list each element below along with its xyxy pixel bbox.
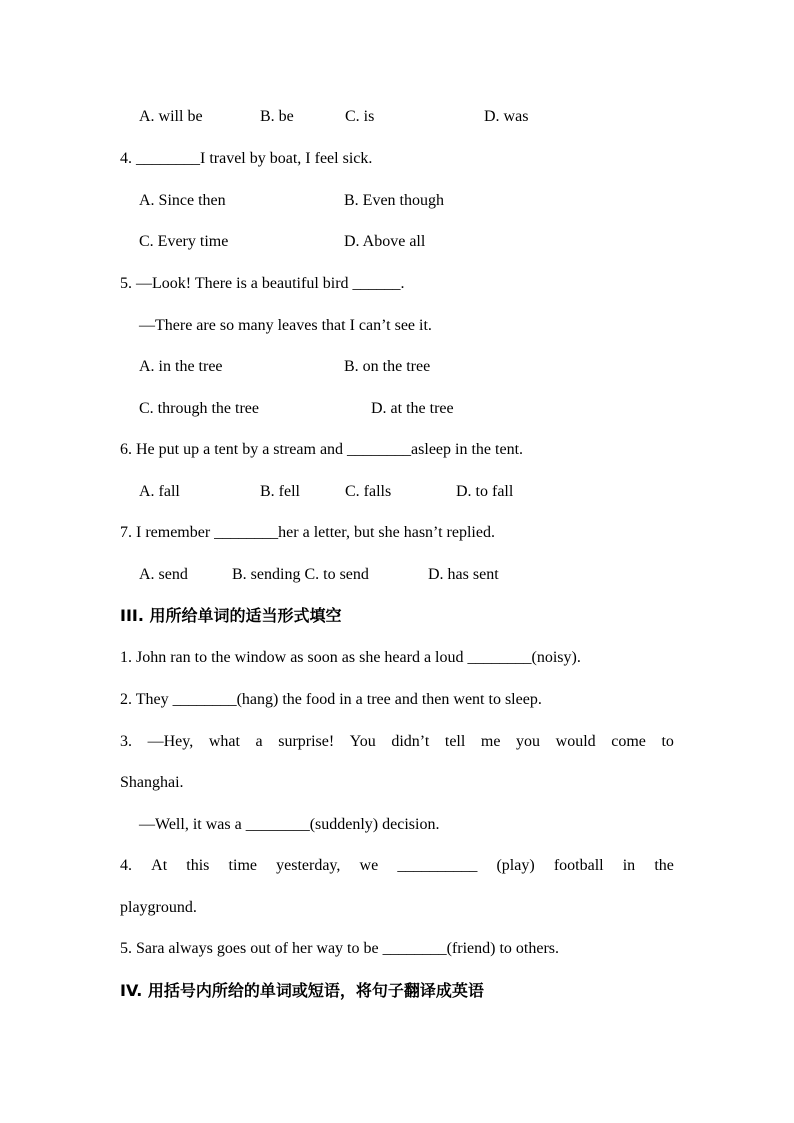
q4-blank: ________ xyxy=(136,150,200,167)
section3-item-4-line1 xyxy=(120,856,674,876)
word: to xyxy=(661,733,674,750)
word: At xyxy=(151,857,168,874)
word: come xyxy=(611,733,646,750)
word: __________ xyxy=(397,857,478,874)
word: this xyxy=(186,857,210,874)
q6-option-d: D. to fall xyxy=(456,483,514,500)
q5-stem-line1: 5. —Look! There is a beautiful bird ______. xyxy=(120,275,405,292)
q6-option-c: C. falls xyxy=(345,483,392,500)
q3-option-c: C. is xyxy=(345,108,375,125)
word: what xyxy=(208,733,240,750)
section3-item-4-line2: playground. xyxy=(120,899,197,916)
q3-option-a: A. will be xyxy=(139,108,203,125)
word: You xyxy=(349,733,376,750)
q6-option-a: A. fall xyxy=(139,483,180,500)
word: 4. xyxy=(120,857,132,874)
q5-option-d: D. at the tree xyxy=(371,400,454,417)
q4-option-a: A. Since then xyxy=(139,192,226,209)
q3-option-b: B. be xyxy=(260,108,294,125)
word: you xyxy=(516,733,541,750)
word: (play) xyxy=(496,857,535,874)
q7-option-a: A. send xyxy=(139,566,188,583)
word: the xyxy=(654,857,674,874)
word: yesterday, xyxy=(276,857,341,874)
q4-stem xyxy=(120,149,372,169)
q4-option-b: B. Even though xyxy=(344,192,444,209)
section3-item-1: 1. John ran to the window as soon as she heard a loud ________(noisy). xyxy=(120,649,581,666)
q4-option-c: C. Every time xyxy=(139,233,229,250)
q5-stem-line2: —There are so many leaves that I can’t see it. xyxy=(139,317,432,334)
word: we xyxy=(359,857,379,874)
section3-item-3-line2: Shanghai. xyxy=(120,774,184,791)
q6-option-b: B. fell xyxy=(260,483,300,500)
section3-item-3-answer: —Well, it was a ________(suddenly) decision. xyxy=(139,816,440,833)
word: in xyxy=(622,857,636,874)
q5-option-a: A. in the tree xyxy=(139,358,223,375)
section4-title: IV. 用括号内所给的单词或短语，将句子翻译成英语 xyxy=(120,981,484,1000)
section3-item-2: 2. They ________(hang) the food in a tree and then went to sleep. xyxy=(120,691,542,708)
q4-number: 4. xyxy=(120,150,136,167)
q6-stem: 6. He put up a tent by a stream and ________asleep in the tent. xyxy=(120,441,524,458)
q7-option-d: D. has sent xyxy=(428,566,499,583)
word: didn’t xyxy=(391,733,430,750)
q4-option-d: D. Above all xyxy=(344,233,426,250)
word: tell xyxy=(444,733,466,750)
section3-title: III. 用所给单词的适当形式填空 xyxy=(120,606,342,625)
q5-option-c: C. through the tree xyxy=(139,400,259,417)
q7-option-bc: B. sending C. to send xyxy=(232,566,369,583)
word: would xyxy=(555,733,596,750)
word: time xyxy=(228,857,257,874)
word: me xyxy=(480,733,501,750)
q7-stem: 7. I remember ________her a letter, but she hasn’t replied. xyxy=(120,524,495,541)
section3-item-5: 5. Sara always goes out of her way to be ________(friend) to others. xyxy=(120,940,559,957)
word: a xyxy=(255,733,263,750)
word: surprise! xyxy=(278,733,335,750)
q4-text: I travel by boat, I feel sick. xyxy=(200,150,373,167)
section3-item-3-line1 xyxy=(120,732,674,752)
word: 3. xyxy=(120,733,132,750)
word: football xyxy=(553,857,604,874)
word: —Hey, xyxy=(147,733,194,750)
q3-option-d: D. was xyxy=(484,108,529,125)
q5-option-b: B. on the tree xyxy=(344,358,431,375)
